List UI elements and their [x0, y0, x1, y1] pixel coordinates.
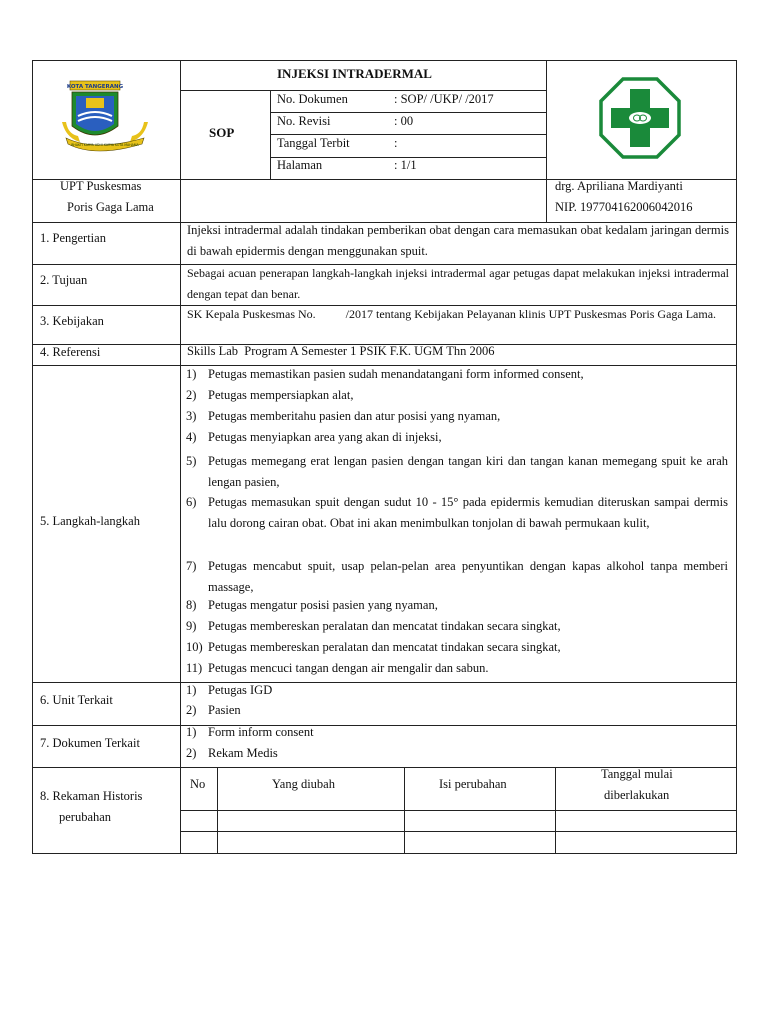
- field-value-no-dokumen: : SOP/ /UKP/ /2017: [394, 92, 494, 106]
- unit-name-line1: UPT Puskesmas: [60, 179, 142, 193]
- step-text: Petugas mencuci tangan dengan air mengalir dan sabun.: [208, 661, 489, 675]
- column-header-no: No: [190, 777, 206, 791]
- field-value-no-revisi: : 00: [394, 114, 414, 128]
- document-title: INJEKSI INTRADERMAL: [277, 66, 432, 81]
- list-item: [186, 619, 728, 634]
- section-label-kebijakan: 3. Kebijakan: [40, 314, 104, 328]
- section-text-kebijakan: SK Kepala Puskesmas No. /2017 tentang Kebijakan Pelayanan klinis UPT Puskesmas Poris Gaga Lama.: [187, 307, 717, 321]
- item-number: 2): [186, 746, 197, 760]
- list-item: [186, 492, 728, 534]
- step-number: 4): [186, 430, 197, 444]
- item-number: 1): [186, 683, 197, 697]
- section-label-tujuan: 2. Tujuan: [40, 273, 88, 287]
- field-label-no-dokumen: No. Dokumen: [277, 92, 348, 106]
- section-label-dokumen-terkait: 7. Dokumen Terkait: [40, 736, 140, 750]
- list-item: [186, 746, 728, 761]
- puskesmas-logo: [599, 77, 681, 159]
- step-text: Petugas memegang erat lengan pasien dengan tangan kiri dan tangan kanan memegang spuit ke arah lengan pasien,: [208, 454, 728, 489]
- section-label-referensi: 4. Referensi: [40, 345, 101, 359]
- step-text: Petugas mengatur posisi pasien yang nyaman,: [208, 598, 438, 612]
- step-text: Petugas mempersiapkan alat,: [208, 388, 354, 402]
- field-label-tanggal-terbit: Tanggal Terbit: [277, 136, 350, 150]
- section-text-referensi: Skills Lab Program A Semester 1 PSIK F.K. UGM Thn 2006: [187, 344, 495, 358]
- section-label-rekaman-line2: perubahan: [59, 810, 112, 824]
- logo-motto-text: BHAKTI KARYA ADHI KARYA KOTA MAHAMA: [71, 143, 139, 147]
- list-item: [186, 409, 728, 424]
- step-text: Petugas menyiapkan area yang akan di injeksi,: [208, 430, 442, 444]
- list-item: [186, 703, 728, 718]
- section-label-langkah: 5. Langkah-langkah: [40, 514, 140, 528]
- item-text: Rekam Medis: [208, 746, 278, 760]
- column-header-isi-perubahan: Isi perubahan: [439, 777, 507, 791]
- column-header-tanggal-line1: Tanggal mulai: [601, 767, 673, 781]
- list-item: [186, 388, 728, 403]
- list-item: [186, 556, 728, 598]
- signer-name: drg. Apriliana Mardiyanti: [555, 179, 683, 193]
- item-text: Petugas IGD: [208, 683, 273, 697]
- list-item: [186, 683, 728, 698]
- logo-city-text: KOTA TANGERANG: [66, 84, 124, 90]
- list-item: [186, 640, 728, 655]
- column-header-tanggal-line2: diberlakukan: [604, 788, 670, 802]
- unit-name-line2: Poris Gaga Lama: [67, 200, 154, 214]
- step-number: 6): [186, 495, 197, 509]
- item-number: 2): [186, 703, 197, 717]
- section-text-pengertian: Injeksi intradermal adalah tindakan pemberikan obat dengan cara memasukan obat kedalam jaringan dermis di bawah epidermis dengan menggunakan spuit.: [187, 223, 729, 258]
- signer-nip: NIP. 197704162006042016: [555, 200, 693, 214]
- step-number: 1): [186, 367, 197, 381]
- list-item: [186, 430, 728, 445]
- list-item: [186, 598, 728, 613]
- list-item: [186, 451, 728, 493]
- field-value-tanggal-terbit: :: [394, 136, 398, 150]
- section-label-unit-terkait: 6. Unit Terkait: [40, 693, 113, 707]
- section-label-rekaman-line1: 8. Rekaman Historis: [40, 789, 143, 803]
- step-number: 10): [186, 640, 203, 654]
- step-number: 2): [186, 388, 197, 402]
- item-text: Pasien: [208, 703, 241, 717]
- column-header-yang-diubah: Yang diubah: [272, 777, 335, 791]
- step-number: 9): [186, 619, 197, 633]
- step-text: Petugas mencabut spuit, usap pelan-pelan area penyuntikan dengan kapas alkohol tanpa memberi massage,: [208, 559, 728, 594]
- field-label-no-revisi: No. Revisi: [277, 114, 331, 128]
- step-number: 7): [186, 559, 197, 573]
- list-item: [186, 725, 728, 740]
- step-number: 8): [186, 598, 197, 612]
- field-label-halaman: Halaman: [277, 158, 323, 172]
- item-text: Form inform consent: [208, 725, 314, 739]
- list-item: [186, 661, 728, 676]
- field-value-halaman: : 1/1: [394, 158, 417, 172]
- kota-tangerang-logo: [60, 78, 152, 154]
- section-label-pengertian: 1. Pengertian: [40, 231, 106, 245]
- step-text: Petugas memastikan pasien sudah menandatangani form informed consent,: [208, 367, 584, 381]
- step-number: 11): [186, 661, 203, 675]
- step-number: 3): [186, 409, 197, 423]
- sop-label: SOP: [209, 125, 235, 140]
- step-text: Petugas membereskan peralatan dan mencatat tindakan secara singkat,: [208, 619, 561, 633]
- item-number: 1): [186, 725, 197, 739]
- step-text: Petugas memberitahu pasien dan atur posisi yang nyaman,: [208, 409, 501, 423]
- section-text-tujuan: Sebagai acuan penerapan langkah-langkah injeksi intradermal agar petugas dapat melakukan injeksi intradermal dengan tepat dan benar.: [187, 266, 729, 301]
- list-item: [186, 367, 728, 382]
- step-number: 5): [186, 454, 197, 468]
- step-text: Petugas memasukan spuit dengan sudut 10 - 15° pada epidermis kemudian diteruskan sampai dermis lalu dorong cairan obat. Obat ini akan menimbulkan tonjolan di bawah permukaan kulit,: [208, 495, 728, 530]
- step-text: Petugas membereskan peralatan dan mencatat tindakan secara singkat,: [208, 640, 561, 654]
